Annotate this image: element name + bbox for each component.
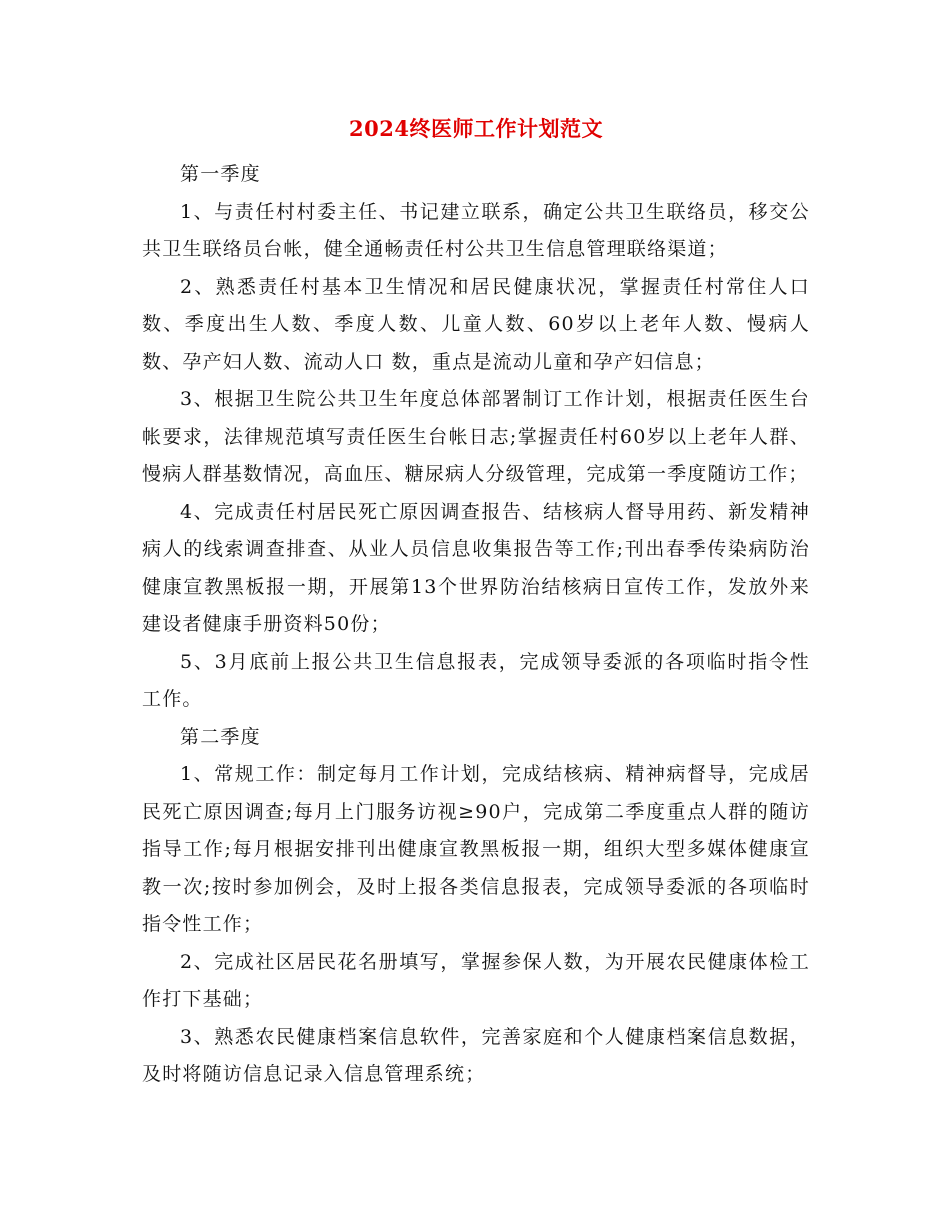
paragraph: 2、完成社区居民花名册填写，掌握参保人数，为开展农民健康体检工作打下基础；	[142, 950, 810, 1010]
paragraph: 1、常规工作：制定每月工作计划，完成结核病、精神病督导，完成居民死亡原因调查;每月上门服务访视≥90户，完成第二季度重点人群的随访指导工作;每月根据安排刊出健康宣教黑板报一期，组织大型多媒体健康宣教一次;按时参加例会，及时上报各类信息报表，完成领导委派的各项临时指令性工作；	[142, 763, 810, 935]
document-body	[142, 112, 810, 1094]
document-title: 2024终医师工作计划范文	[349, 116, 603, 141]
paragraph: 4、完成责任村居民死亡原因调查报告、结核病人督导用药、新发精神病人的线索调查排查、从业人员信息收集报告等工作;刊出春季传染病防治健康宣教黑板报一期，开展第13个世界防治结核病日宣传工作，发放外来建设者健康手册资料50份；	[142, 500, 810, 635]
section-q1	[142, 156, 810, 719]
paragraph: 1、与责任村村委主任、书记建立联系，确定公共卫生联络员，移交公共卫生联络员台帐，健全通畅责任村公共卫生信息管理联络渠道；	[142, 200, 810, 260]
paragraph: 3、熟悉农民健康档案信息软件，完善家庭和个人健康档案信息数据，及时将随访信息记录入信息管理系统；	[142, 1025, 810, 1085]
paragraph: 2、熟悉责任村基本卫生情况和居民健康状况，掌握责任村常住人口数、季度出生人数、季度人数、儿童人数、60岁以上老年人数、慢病人数、孕产妇人数、流动人口 数，重点是流动儿童和孕产妇信息；	[142, 275, 810, 373]
paragraph: 3、根据卫生院公共卫生年度总体部署制订工作计划，根据责任医生台帐要求，法律规范填写责任医生台帐日志;掌握责任村60岁以上老年人群、慢病人群基数情况，高血压、糖尿病人分级管理，完成第一季度随访工作；	[142, 388, 810, 485]
section-q2	[142, 719, 810, 1094]
paragraph: 5、3月底前上报公共卫生信息报表，完成领导委派的各项临时指令性工作。	[142, 650, 810, 710]
section-heading: 第二季度	[180, 725, 261, 748]
section-heading: 第一季度	[180, 163, 261, 185]
